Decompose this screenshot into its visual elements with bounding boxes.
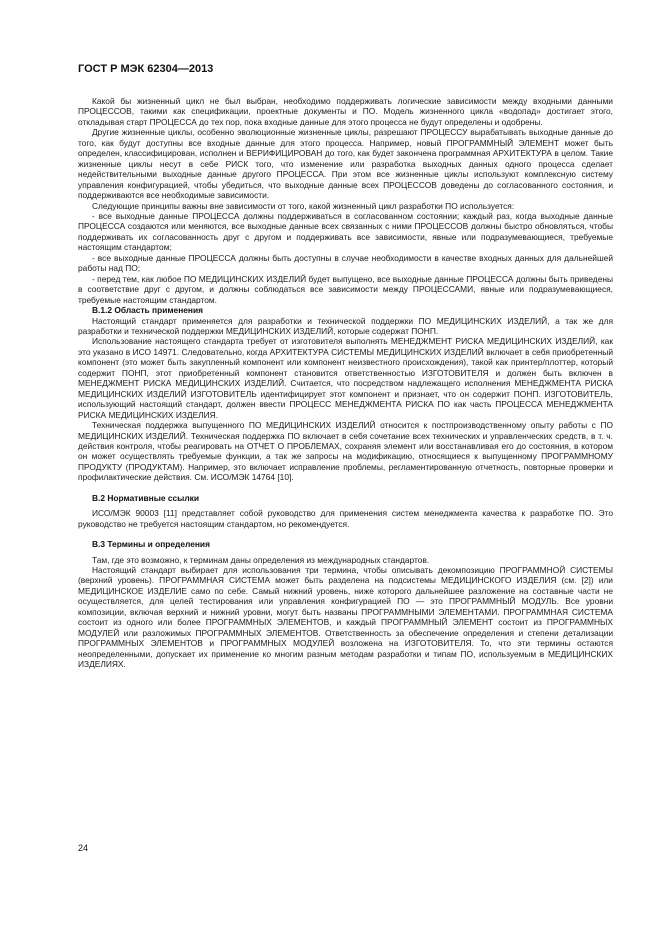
paragraph: Другие жизненные циклы, особенно эволюционные жизненные циклы, разрешают ПРОЦЕССУ вырабатывать выходные данные до того, как будут доступны все входные данные для этого процесса. Например, новый ПРОГРАММНЫЙ ЭЛЕМЕНТ может быть определен, классифицирован, исполнен и ВЕРИФИЦИРОВАН до того, как будет закончена программная АРХИТЕКТУРА в целом. Такие жизненные циклы несут в себе РИСК того, что изменение или разработка выходных данных одного процесса сделает недействительными выходные данные другого ПРОЦЕССА. При этом все жизненные циклы используют комплексную систему управления конфигурацией, чтобы убедиться, что выходные данные всех ПРОЦЕССОВ доведены до согласованного состояния, и поддерживаются все необходимые зависимости. xyxy=(78,127,613,201)
list-item: - все выходные данные ПРОЦЕССА должны поддерживаться в согласованном состоянии; каждый раз, когда выходные данные ПРОЦЕССА создаются или меняются, все выходные данные всех связанных с ними ПРОЦЕССОВ должны быстро обновляться, чтобы поддерживать их согласованность друг с другом и поддерживать все зависимости, явные или подразумевающиеся, требуемые настоящим стандартом; xyxy=(78,210,613,253)
section-spacer xyxy=(78,483,613,493)
section-spacer xyxy=(78,529,613,539)
paragraph: Следующие принципы важны вне зависимости от того, какой жизненный цикл разработки ПО используется: xyxy=(92,200,515,211)
list-item: - перед тем, как любое ПО МЕДИЦИНСКИХ ИЗДЕЛИЙ будет выпущено, все выходные данные ПРОЦЕССА должны быть приведены в соответствие друг с другом, и должны соблюдаться все зависимости между ПРОЦЕССАМИ, явные или подразумевающиеся, требуемые настоящим стандартом. xyxy=(78,273,613,305)
list-item: - все выходные данные ПРОЦЕССА должны быть доступны в случае необходимости в качестве входных данных для дальнейшей работы над ПО; xyxy=(78,252,613,274)
section-heading-b12: В.1.2 Область применения xyxy=(92,305,204,316)
paragraph: Использование настоящего стандарта требует от изготовителя выполнять МЕНЕДЖМЕНТ РИСКА МЕДИЦИНСКИХ ИЗДЕЛИЙ, как это указано в ИСО 14971. Следовательно, когда АРХИТЕКТУРА СИСТЕМЫ МЕДИЦИНСКИХ ИЗДЕЛИЙ включает в себя приобретенный компонент (это может быть закупленный компонент или компонент неизвестного происхождения), такой как принтер/плоттер, который содержит ПОНП, этот приобретенный компонент становится ответственностью ИЗГОТОВИТЕЛЯ и должен быть включен в МЕНЕДЖМЕНТ РИСКА МЕДИЦИНСКИХ ИЗДЕЛИЙ. Считается, что посредством надлежащего исполнения МЕНЕДЖМЕНТА РИСКА МЕДИЦИНСКИХ ИЗДЕЛИЙ ИЗГОТОВИТЕЛЬ идентифицирует этот компонент и признает, что он содержит ПОНП. ИЗГОТОВИТЕЛЬ, использующий настоящий стандарт, должен ввести ПРОЦЕСС МЕНЕДЖМЕНТА РИСКА ПО как часть ПРОЦЕССА МЕНЕДЖМЕНТА РИСКА МЕДИЦИНСКИХ ИЗДЕЛИЯ. xyxy=(78,336,613,420)
section-heading-b2: В.2 Нормативные ссылки xyxy=(92,492,199,503)
paragraph: Техническая поддержка выпущенного ПО МЕДИЦИНСКИХ ИЗДЕЛИЙ относится к постпроизводственному опыту работы с ПО МЕДИЦИНСКИХ ИЗДЕЛИЙ. Техническая поддержка ПО включает в себя сочетание всех технических и управленческих средств, в т. ч. действия контроля, чтобы реагировать на ОТЧЕТ О ПРОБЛЕМАХ, сохраняя элемент или восстанавливая его до состояния, в котором он может осуществлять требуемые функции, а так же запросы на модификацию, относящиеся к выпущенному ПРОГРАММНОМУ ПРОДУКТУ (ПРОДУКТАМ). Например, это включает исправление проблемы, регламентированную отчетность, повторные проверки и профилактические действия. См. ИСО/МЭК 14764 [10]. xyxy=(78,420,613,483)
document-body xyxy=(78,96,613,670)
paragraph: Там, где это возможно, к терминам даны определения из международных стандартов. xyxy=(92,554,430,565)
section-heading-b3: В.3 Термины и определения xyxy=(92,539,210,550)
paragraph: Настоящий стандарт применяется для разработки и технической поддержки ПО МЕДИЦИНСКИХ ИЗДЕЛИЙ, а так же для разработки и технической поддержки МЕДИЦИНСКИХ ИЗДЕЛИЙ, которые содержат ПОНП. xyxy=(78,315,613,336)
document-header-title: ГОСТ Р МЭК 62304—2013 xyxy=(78,63,214,75)
page-number: 24 xyxy=(78,843,89,853)
paragraph: Настоящий стандарт выбирает для использования три термина, чтобы описывать декомпозицию ПРОГРАММНОЙ СИСТЕМЫ (верхний уровень). ПРОГРАММНАЯ СИСТЕМА может быть разделена на подсистемы МЕДИЦИНСКОГО ИЗДЕЛИЯ (см. [2]) или МЕДИЦИНСКОЕ ИЗДЕЛИЕ само по себе. Самый нижний уровень, ниже которого дальнейшее разложение на составные части не осуществляется, для целей тестирования или управления конфигурацией ПО — это ПРОГРАММНЫЙ МОДУЛЬ. Все уровни композиции, включая верхний и нижний уровни, могут быть названы ПРОГРАММНЫМИ ЭЛЕМЕНТАМИ. ПРОГРАММНАЯ СИСТЕМА состоит из одного или более ПРОГРАММНЫХ ЭЛЕМЕНТОВ, и каждый ПРОГРАММНЫЙ ЭЛЕМЕНТ состоит из ПРОГРАММНЫХ МОДУЛЕЙ или разложимых ПРОГРАММНЫХ ЭЛЕМЕНТОВ. Ответственность за обеспечение определения и степени детализации ПРОГРАММНЫХ ЭЛЕМЕНТОВ и ПРОГРАММНЫХ МОДУЛЕЙ возложена на ИЗГОТОВИТЕЛЯ. То, что эти термины остаются неопределенными, допускает их применение ко многим разным методам разработки и типам ПО, используемым в МЕДИЦИНСКИХ ИЗДЕЛИЯХ. xyxy=(78,565,613,670)
paragraph: ИСО/МЭК 90003 [11] представляет собой руководство для применения систем менеджмента качества к разработке ПО. Это руководство не требуется настоящим стандартом, но рекомендуется. xyxy=(78,508,613,529)
paragraph: Какой бы жизненный цикл не был выбран, необходимо поддерживать логические зависимости между входными данными ПРОЦЕССОВ, такими как спецификации, проектные документы и ПО. Модель жизненного цикла «водопад» достигает этого, откладывая старт ПРОЦЕССА до тех пор, пока входные данные для этого процесса не будут определены и одобрены. xyxy=(78,96,613,127)
